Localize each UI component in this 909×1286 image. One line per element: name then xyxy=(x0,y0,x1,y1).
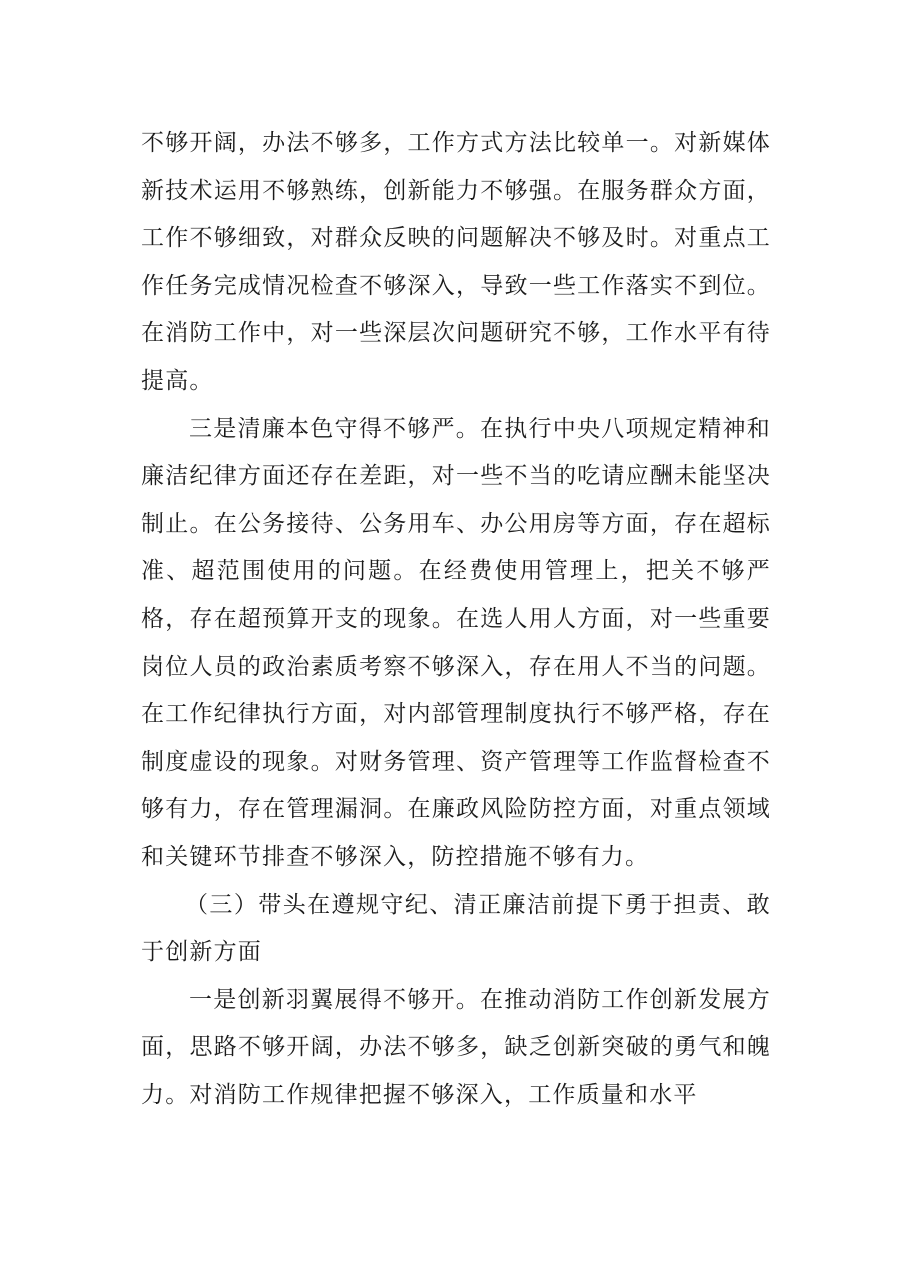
paragraph-continued: 不够开阔，办法不够多，工作方式方法比较单一。对新媒体新技术运用不够熟练，创新能力不够强。在服务群众方面，工作不够细致，对群众反映的问题解决不够及时。对重点工作任务完成情况检查不够深入，导致一些工作落实不到位。在消防工作中，对一些深层次问题研究不够，工作水平有待提高。 xyxy=(141,130,771,394)
document-body xyxy=(141,120,771,1119)
section-heading: （三）带头在遵规守纪、清正廉洁前提下勇于担责、敢于创新方面 xyxy=(141,891,771,966)
paragraph-clean-integrity: 三是清廉本色守得不够严。在执行中央八项规定精神和廉洁纪律方面还存在差距，对一些不当的吃请应酬未能坚决制止。在公务接待、公务用车、办公用房等方面，存在超标准、超范围使用的问题。在经费使用管理上，把关不够严格，存在超预算开支的现象。在选人用人方面，对一些重要岗位人员的政治素质考察不够深入，存在用人不当的问题。在工作纪律执行方面，对内部管理制度执行不够严格，存在制度虚设的现象。对财务管理、资产管理等工作监督检查不够有力，存在管理漏洞。在廉政风险防控方面，对重点领域和关键环节排查不够深入，防控措施不够有力。 xyxy=(141,415,771,870)
paragraph-innovation: 一是创新羽翼展得不够开。在推动消防工作创新发展方面，思路不够开阔，办法不够多，缺乏创新突破的勇气和魄力。对消防工作规律把握不够深入，工作质量和水平 xyxy=(141,986,771,1108)
